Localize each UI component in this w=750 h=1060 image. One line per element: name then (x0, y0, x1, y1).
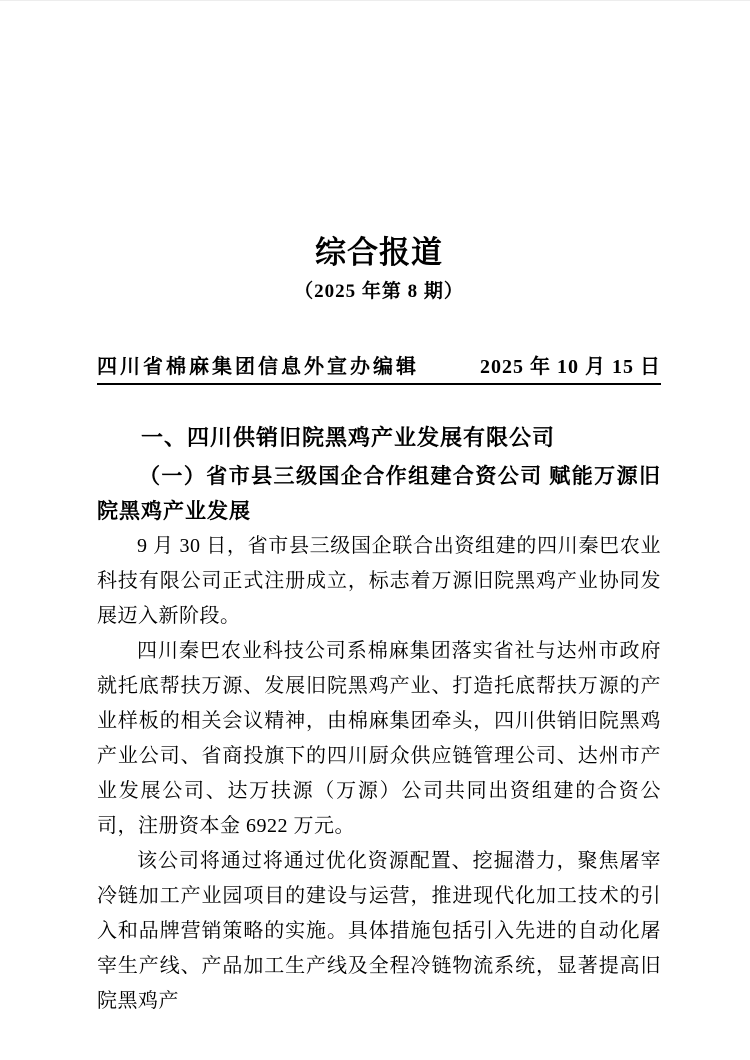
editor-credit: 四川省棉麻集团信息外宣办编辑 (97, 356, 419, 378)
editor-date-row (97, 355, 661, 385)
section-heading: 一、四川供销旧院黑鸡产业发展有限公司 (141, 425, 556, 450)
paragraph-3: 该公司将通过将通过优化资源配置、挖掘潜力，聚焦屠宰冷链加工产业园项目的建设与运营，推进现代化加工技术的引入和品牌营销策略的实施。具体措施包括引入先进的自动化屠宰生产线、产品加工生产线及全程冷链物流系统，显著提高旧院黑鸡产 (97, 850, 661, 1012)
paragraph-2: 四川秦巴农业科技公司系棉麻集团落实省社与达州市政府就托底帮扶万源、发展旧院黑鸡产业、打造托底帮扶万源的产业样板的相关会议精神，由棉麻集团牵头，四川供销旧院黑鸡产业公司、省商投旗下的四川厨众供应链管理公司、达州市产业发展公司、达万扶源（万源）公司共同出资组建的合资公司，注册资本金 6922 万元。 (97, 640, 661, 837)
document-content (97, 1, 661, 1019)
document-title: 综合报道 (315, 235, 443, 270)
paragraph-1: 9 月 30 日，省市县三级国企联合出资组建的四川秦巴农业科技有限公司正式注册成立，标志着万源旧院黑鸡产业协同发展迈入新阶段。 (97, 535, 661, 627)
subsection-heading: （一）省市县三级国企合作组建合资公司 赋能万源旧院黑鸡产业发展 (97, 464, 661, 523)
publish-date: 2025 年 10 月 15 日 (480, 356, 661, 378)
issue-number: （2025 年第 8 期） (294, 281, 464, 302)
